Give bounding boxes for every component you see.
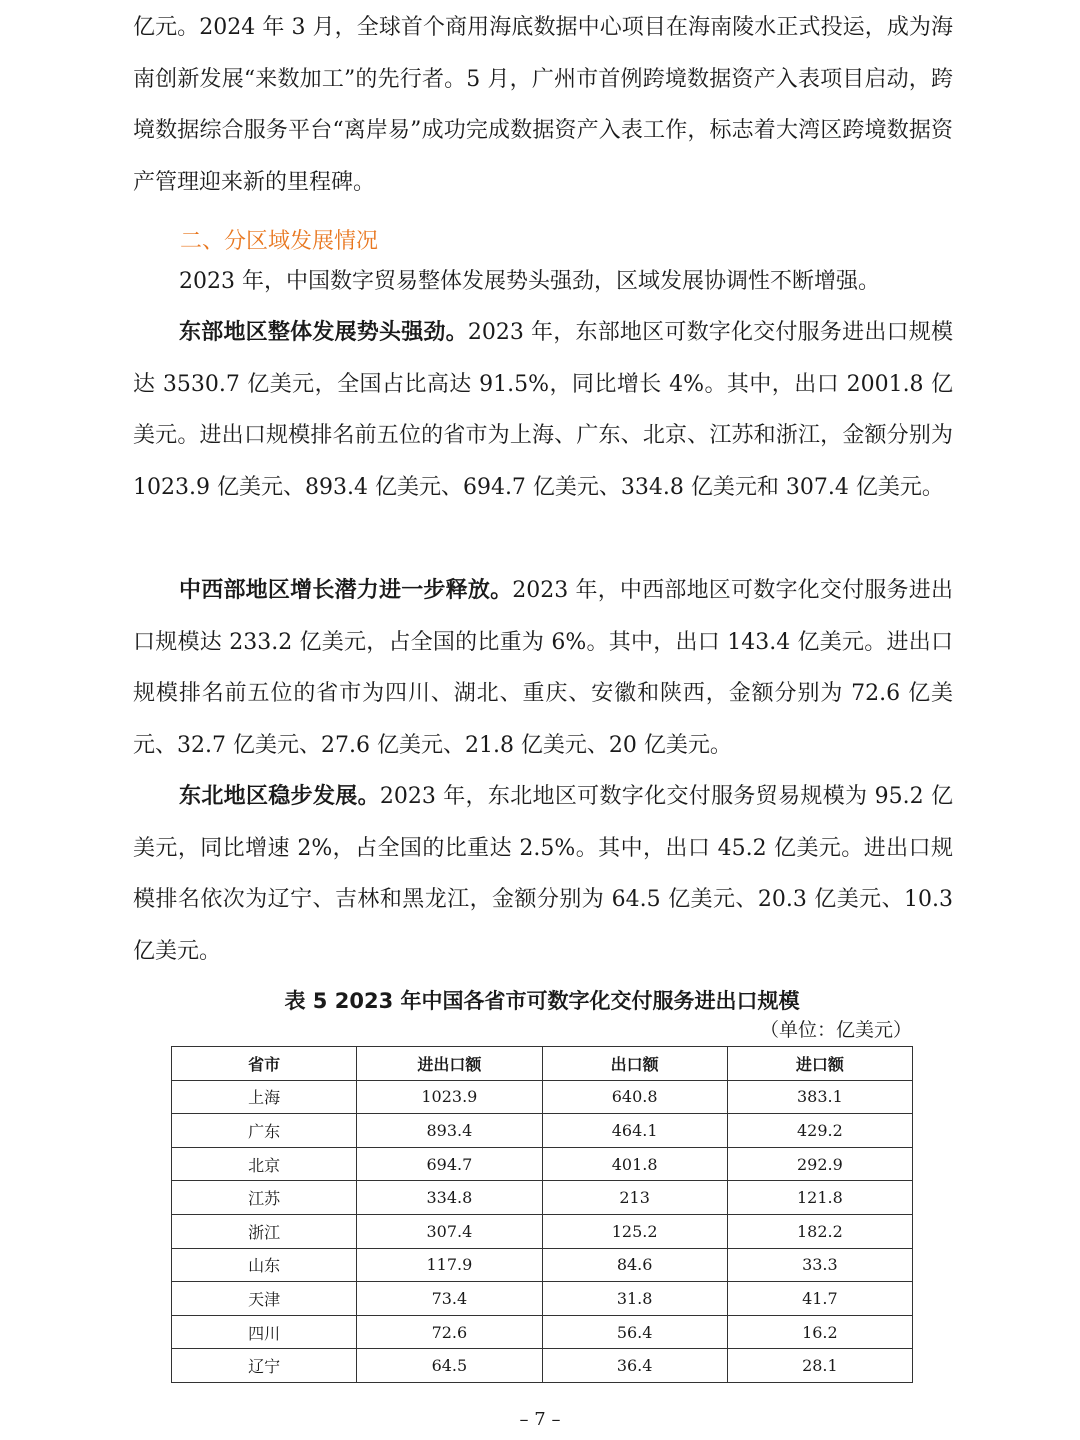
table-row xyxy=(172,1315,913,1349)
paragraph-east xyxy=(133,307,953,513)
cell-total: 72.6 xyxy=(357,1315,542,1349)
paragraph-east-lead: 东部地区整体发展势头强劲。 xyxy=(179,320,468,345)
cell-export: 31.8 xyxy=(542,1282,727,1316)
cell-total: 307.4 xyxy=(357,1214,542,1248)
cell-total: 893.4 xyxy=(357,1114,542,1148)
cell-import: 429.2 xyxy=(727,1114,912,1148)
cell-province: 天津 xyxy=(172,1282,357,1316)
cell-import: 121.8 xyxy=(727,1181,912,1215)
section-heading: 二、分区域发展情况 xyxy=(180,229,379,254)
header-export: 出口额 xyxy=(542,1047,727,1081)
cell-import: 41.7 xyxy=(727,1282,912,1316)
cell-province: 江苏 xyxy=(172,1181,357,1215)
cell-export: 640.8 xyxy=(542,1080,727,1114)
cell-province: 北京 xyxy=(172,1147,357,1181)
cell-import: 28.1 xyxy=(727,1349,912,1383)
table-row xyxy=(172,1114,913,1148)
cell-province: 山东 xyxy=(172,1248,357,1282)
paragraph-central-west-lead: 中西部地区增长潜力进一步释放。 xyxy=(179,578,513,603)
cell-total: 73.4 xyxy=(357,1282,542,1316)
cell-province: 浙江 xyxy=(172,1214,357,1248)
cell-export: 36.4 xyxy=(542,1349,727,1383)
cell-total: 334.8 xyxy=(357,1181,542,1215)
page-number: – 7 – xyxy=(519,1409,561,1430)
cell-province: 广东 xyxy=(172,1114,357,1148)
cell-export: 84.6 xyxy=(542,1248,727,1282)
paragraph-intro: 2023 年，中国数字贸易整体发展势头强劲，区域发展协调性不断增强。 xyxy=(179,269,880,294)
table-row xyxy=(172,1147,913,1181)
table-row xyxy=(172,1282,913,1316)
cell-import: 292.9 xyxy=(727,1147,912,1181)
cell-province: 上海 xyxy=(172,1080,357,1114)
header-import: 进口额 xyxy=(727,1047,912,1081)
data-table xyxy=(171,1046,913,1383)
cell-import: 16.2 xyxy=(727,1315,912,1349)
cell-import: 33.3 xyxy=(727,1248,912,1282)
paragraph-northeast-body: 2023 年，东北地区可数字化交付服务贸易规模为 95.2 亿美元，同比增速 2%，占全国的比重达 2.5%。其中，出口 45.2 亿美元。进出口规模排名依次为辽宁、吉林和黑龙江，金额分别为 64.5 亿美元、20.3 亿美元、10.3 亿美元。 xyxy=(133,784,953,964)
cell-export: 464.1 xyxy=(542,1114,727,1148)
table-unit: （单位：亿美元） xyxy=(759,1019,912,1041)
cell-export: 56.4 xyxy=(542,1315,727,1349)
paragraph-northeast xyxy=(133,771,953,977)
table-row xyxy=(172,1214,913,1248)
paragraph-continuation: 亿元。2024 年 3 月，全球首个商用海底数据中心项目在海南陵水正式投运，成为海南创新发展“来数加工”的先行者。5 月，广州市首例跨境数据资产入表项目启动，跨境数据综合服务平台“离岸易”成功完成数据资产入表工作，标志着大湾区跨境数据资产管理迎来新的里程碑。 xyxy=(133,15,953,195)
table-row xyxy=(172,1349,913,1383)
cell-province: 辽宁 xyxy=(172,1349,357,1383)
paragraph-east-body: 2023 年，东部地区可数字化交付服务进出口规模达 3530.7 亿美元，全国占比高达 91.5%，同比增长 4%。其中，出口 2001.8 亿美元。进出口规模排名前五位的省市为上海、广东、北京、江苏和浙江，金额分别为 1023.9 亿美元、893.4 亿美元、694.7 亿美元、334.8 亿美元和 307.4 亿美元。 xyxy=(133,320,953,500)
table-row xyxy=(172,1080,913,1114)
header-province: 省市 xyxy=(172,1047,357,1081)
cell-export: 125.2 xyxy=(542,1214,727,1248)
cell-total: 694.7 xyxy=(357,1147,542,1181)
cell-total: 64.5 xyxy=(357,1349,542,1383)
table-row xyxy=(172,1181,913,1215)
cell-province: 四川 xyxy=(172,1315,357,1349)
paragraph-central-west-body: 2023 年，中西部地区可数字化交付服务进出口规模达 233.2 亿美元，占全国的比重为 6%。其中，出口 143.4 亿美元。进出口规模排名前五位的省市为四川、湖北、重庆、安徽和陕西，金额分别为 72.6 亿美元、32.7 亿美元、27.6 亿美元、21.8 亿美元、20 亿美元。 xyxy=(133,578,953,758)
header-total: 进出口额 xyxy=(357,1047,542,1081)
paragraph-northeast-lead: 东北地区稳步发展。 xyxy=(179,784,380,809)
cell-import: 383.1 xyxy=(727,1080,912,1114)
table-header-row xyxy=(172,1047,913,1081)
cell-export: 401.8 xyxy=(542,1147,727,1181)
table-title: 表 5 2023 年中国各省市可数字化交付服务进出口规模 xyxy=(284,989,800,1013)
cell-total: 1023.9 xyxy=(357,1080,542,1114)
cell-export: 213 xyxy=(542,1181,727,1215)
cell-import: 182.2 xyxy=(727,1214,912,1248)
paragraph-central-west xyxy=(133,565,953,771)
table-row xyxy=(172,1248,913,1282)
cell-total: 117.9 xyxy=(357,1248,542,1282)
